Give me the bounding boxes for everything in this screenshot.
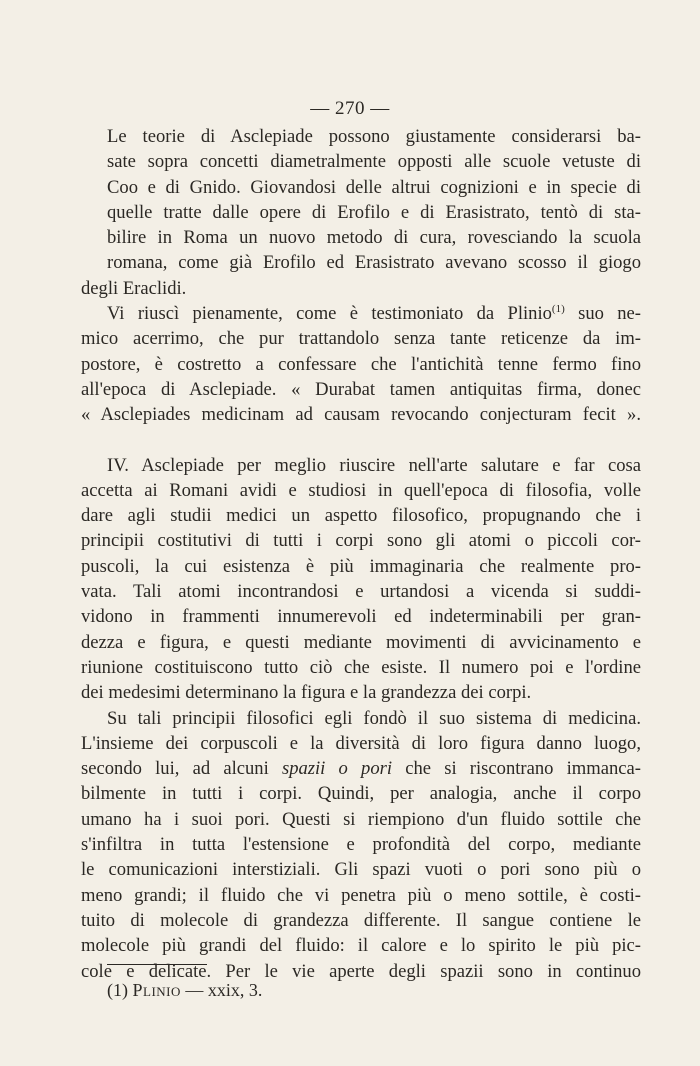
- text-line: dezza e figura, e questi mediante movimenti di avvicinamento e: [81, 631, 641, 653]
- text-line: bilire in Roma un nuovo metodo di cura, rovesciando la scuola: [107, 227, 641, 249]
- text-line: molecole più grandi del fluido: il calore e lo spirito le più pic-: [81, 935, 641, 957]
- text-line: Su tali principii filosofici egli fondò il suo sistema di medicina.: [107, 707, 641, 729]
- text-line: L'insieme dei corpuscoli e la diversità di loro figura danno luogo,: [81, 732, 641, 754]
- text-line: romana, come già Erofilo ed Erasistrato avevano scosso il giogo: [107, 252, 641, 274]
- paragraph-2: [81, 301, 641, 427]
- text-line: cole e delicate. Per le vie aperte degli spazii sono in continuo: [81, 960, 641, 982]
- italic-term: spazii o pori: [281, 758, 393, 780]
- text-line: « Asclepiades medicinam ad causam revocando conjecturam fecit ».: [81, 404, 641, 426]
- footnote: [107, 980, 262, 1001]
- text-line: degli Eraclidi.: [81, 277, 187, 299]
- text-line: vidono in frammenti innumerevoli ed indeterminabili per gran-: [81, 606, 641, 628]
- footnote-marker: (1): [107, 980, 128, 1000]
- text-span: suo ne-: [564, 303, 641, 325]
- text-line: mico acerrimo, che pur trattandolo senza tante reticenze da im-: [81, 328, 641, 350]
- footnote-ref: (1): [551, 302, 565, 315]
- text-line: sate sopra concetti diametralmente opposti alle scuole vetuste di: [107, 151, 641, 173]
- text-line: dei medesimi determinano la figura e la grandezza dei corpi.: [81, 682, 532, 704]
- footnote-author: Plinio: [132, 980, 181, 1000]
- footnote-rule: [107, 964, 207, 965]
- page-number: — 270 —: [310, 98, 390, 119]
- text-line: Le teorie di Asclepiade possono giustamente considerarsi ba-: [107, 126, 641, 147]
- text-line: s'infiltra in tutta l'estensione e profondità del corpo, mediante: [81, 834, 641, 856]
- section-gap: [107, 428, 641, 453]
- paragraph-1: [81, 124, 641, 301]
- text-line: meno grandi; il fluido che vi penetra più o meno sottile, è costi-: [81, 884, 641, 906]
- text-line: accetta ai Romani avidi e studiosi in quell'epoca di filosofia, volle: [81, 479, 641, 501]
- footnote-reference: — xxix, 3.: [185, 980, 263, 1000]
- text-span: secondo lui, ad alcuni: [81, 758, 282, 780]
- text-line: umano ha i suoi pori. Questi si riempiono d'un fluido sottile che: [81, 808, 641, 830]
- text-line: tuito di molecole di grandezza differente. Il sangue contiene le: [81, 909, 641, 931]
- text-line: bilmente in tutti i corpi. Quindi, per analogia, anche il corpo: [81, 783, 641, 805]
- text-line: riunione costituiscono tutto ciò che esiste. Il numero poi e l'ordine: [81, 656, 641, 678]
- text-line: postore, è costretto a confessare che l'antichità tenne fermo fino: [81, 353, 641, 375]
- text-line: vata. Tali atomi incontrandosi e urtandosi a vicenda si suddi-: [81, 581, 641, 603]
- paragraph-3: [81, 453, 641, 706]
- text-line: [107, 301, 641, 326]
- text-line: Coo e di Gnido. Giovandosi delle altrui cognizioni e in specie di: [107, 176, 641, 198]
- text-line: IV. Asclepiade per meglio riuscire nell'arte salutare e far cosa: [107, 454, 641, 476]
- text-span: che si riscontrano immanca-: [392, 758, 641, 780]
- text-line: le comunicazioni interstiziali. Gli spazi vuoti o pori sono più o: [81, 859, 641, 881]
- text-line: all'epoca di Asclepiade. « Durabat tamen antiquitas firma, donec: [81, 378, 641, 400]
- body-text: [81, 124, 641, 984]
- text-line: quelle tratte dalle opere di Erofilo e di Erasistrato, tentò di sta-: [107, 201, 641, 223]
- text-line: dare agli studii medici un aspetto filosofico, propugnando che i: [81, 505, 641, 527]
- text-span: Vi riuscì pienamente, come è testimoniato da Plinio: [107, 303, 552, 325]
- text-line: principii costitutivi di tutti i corpi sono gli atomi o piccoli cor-: [81, 530, 641, 552]
- paragraph-4: [81, 706, 641, 984]
- text-line: puscoli, la cui esistenza è più immaginaria che realmente pro-: [81, 555, 641, 577]
- text-line: [81, 756, 641, 781]
